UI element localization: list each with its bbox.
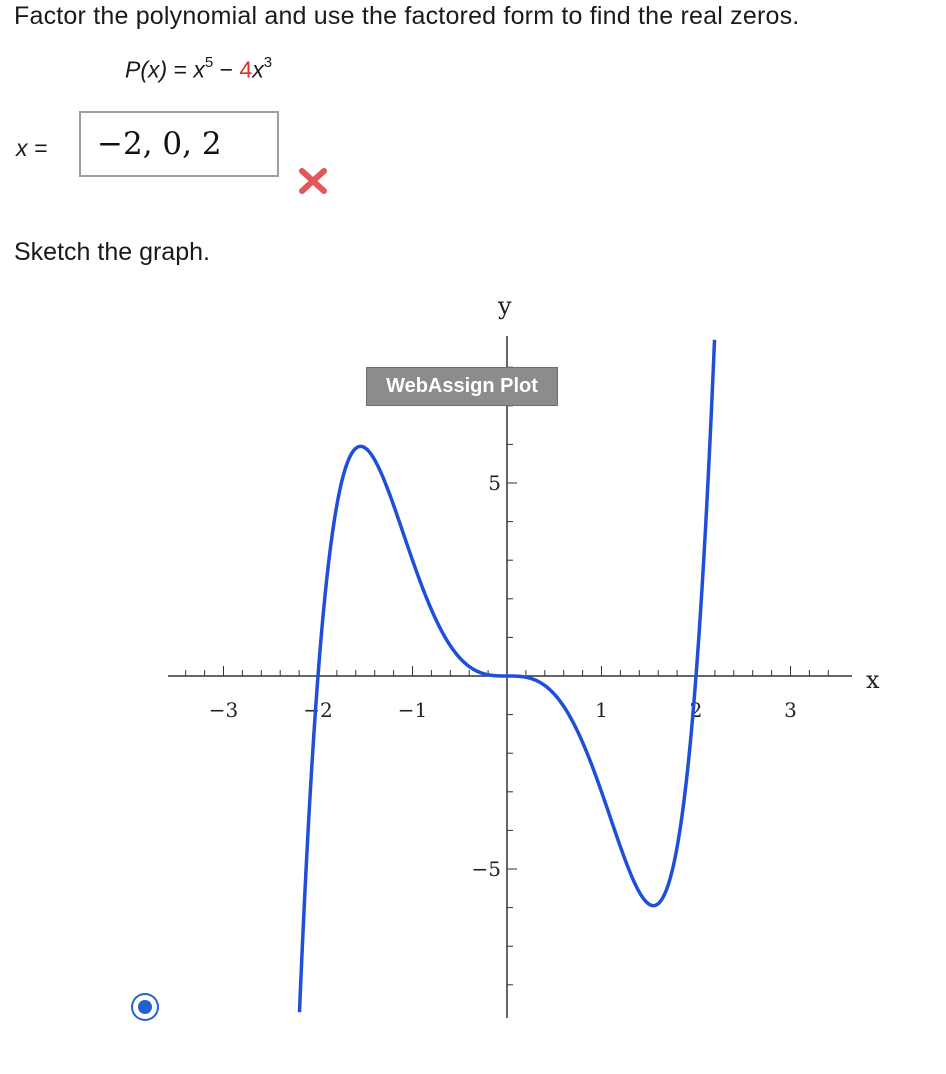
question-prompt: Factor the polynomial and use the factored form to find the real zeros. bbox=[14, 2, 800, 30]
y-tick-label: 5 bbox=[488, 471, 501, 495]
polynomial-lhs: P(x) bbox=[125, 56, 168, 83]
term2-exponent: 3 bbox=[263, 54, 273, 71]
answer-label: x = bbox=[16, 135, 48, 161]
x-tick-label: −3 bbox=[208, 698, 239, 722]
x-axis-label: x bbox=[866, 666, 880, 694]
y-axis-label: y bbox=[498, 292, 512, 320]
x-tick-label: −2 bbox=[303, 698, 333, 722]
y-tick-label: −5 bbox=[471, 857, 501, 881]
term2-base: x bbox=[252, 56, 264, 83]
radio-selected-dot bbox=[138, 1000, 152, 1014]
polynomial-minus: − bbox=[219, 56, 234, 83]
term2-coefficient: 4 bbox=[239, 56, 253, 83]
term1-exponent: 5 bbox=[204, 54, 214, 71]
answer-value: −2, 0, 2 bbox=[97, 126, 222, 162]
sketch-prompt: Sketch the graph. bbox=[14, 238, 210, 266]
polynomial-equals: = bbox=[173, 56, 187, 83]
webassign-plot-badge[interactable]: WebAssign Plot bbox=[366, 367, 558, 406]
x-tick-label: 1 bbox=[595, 698, 608, 722]
x-tick-label: 2 bbox=[689, 698, 703, 722]
graph-radio-button[interactable] bbox=[131, 993, 159, 1021]
term1-base: x bbox=[193, 56, 205, 83]
x-tick-label: 3 bbox=[784, 698, 797, 722]
x-tick-label: −1 bbox=[397, 698, 428, 722]
